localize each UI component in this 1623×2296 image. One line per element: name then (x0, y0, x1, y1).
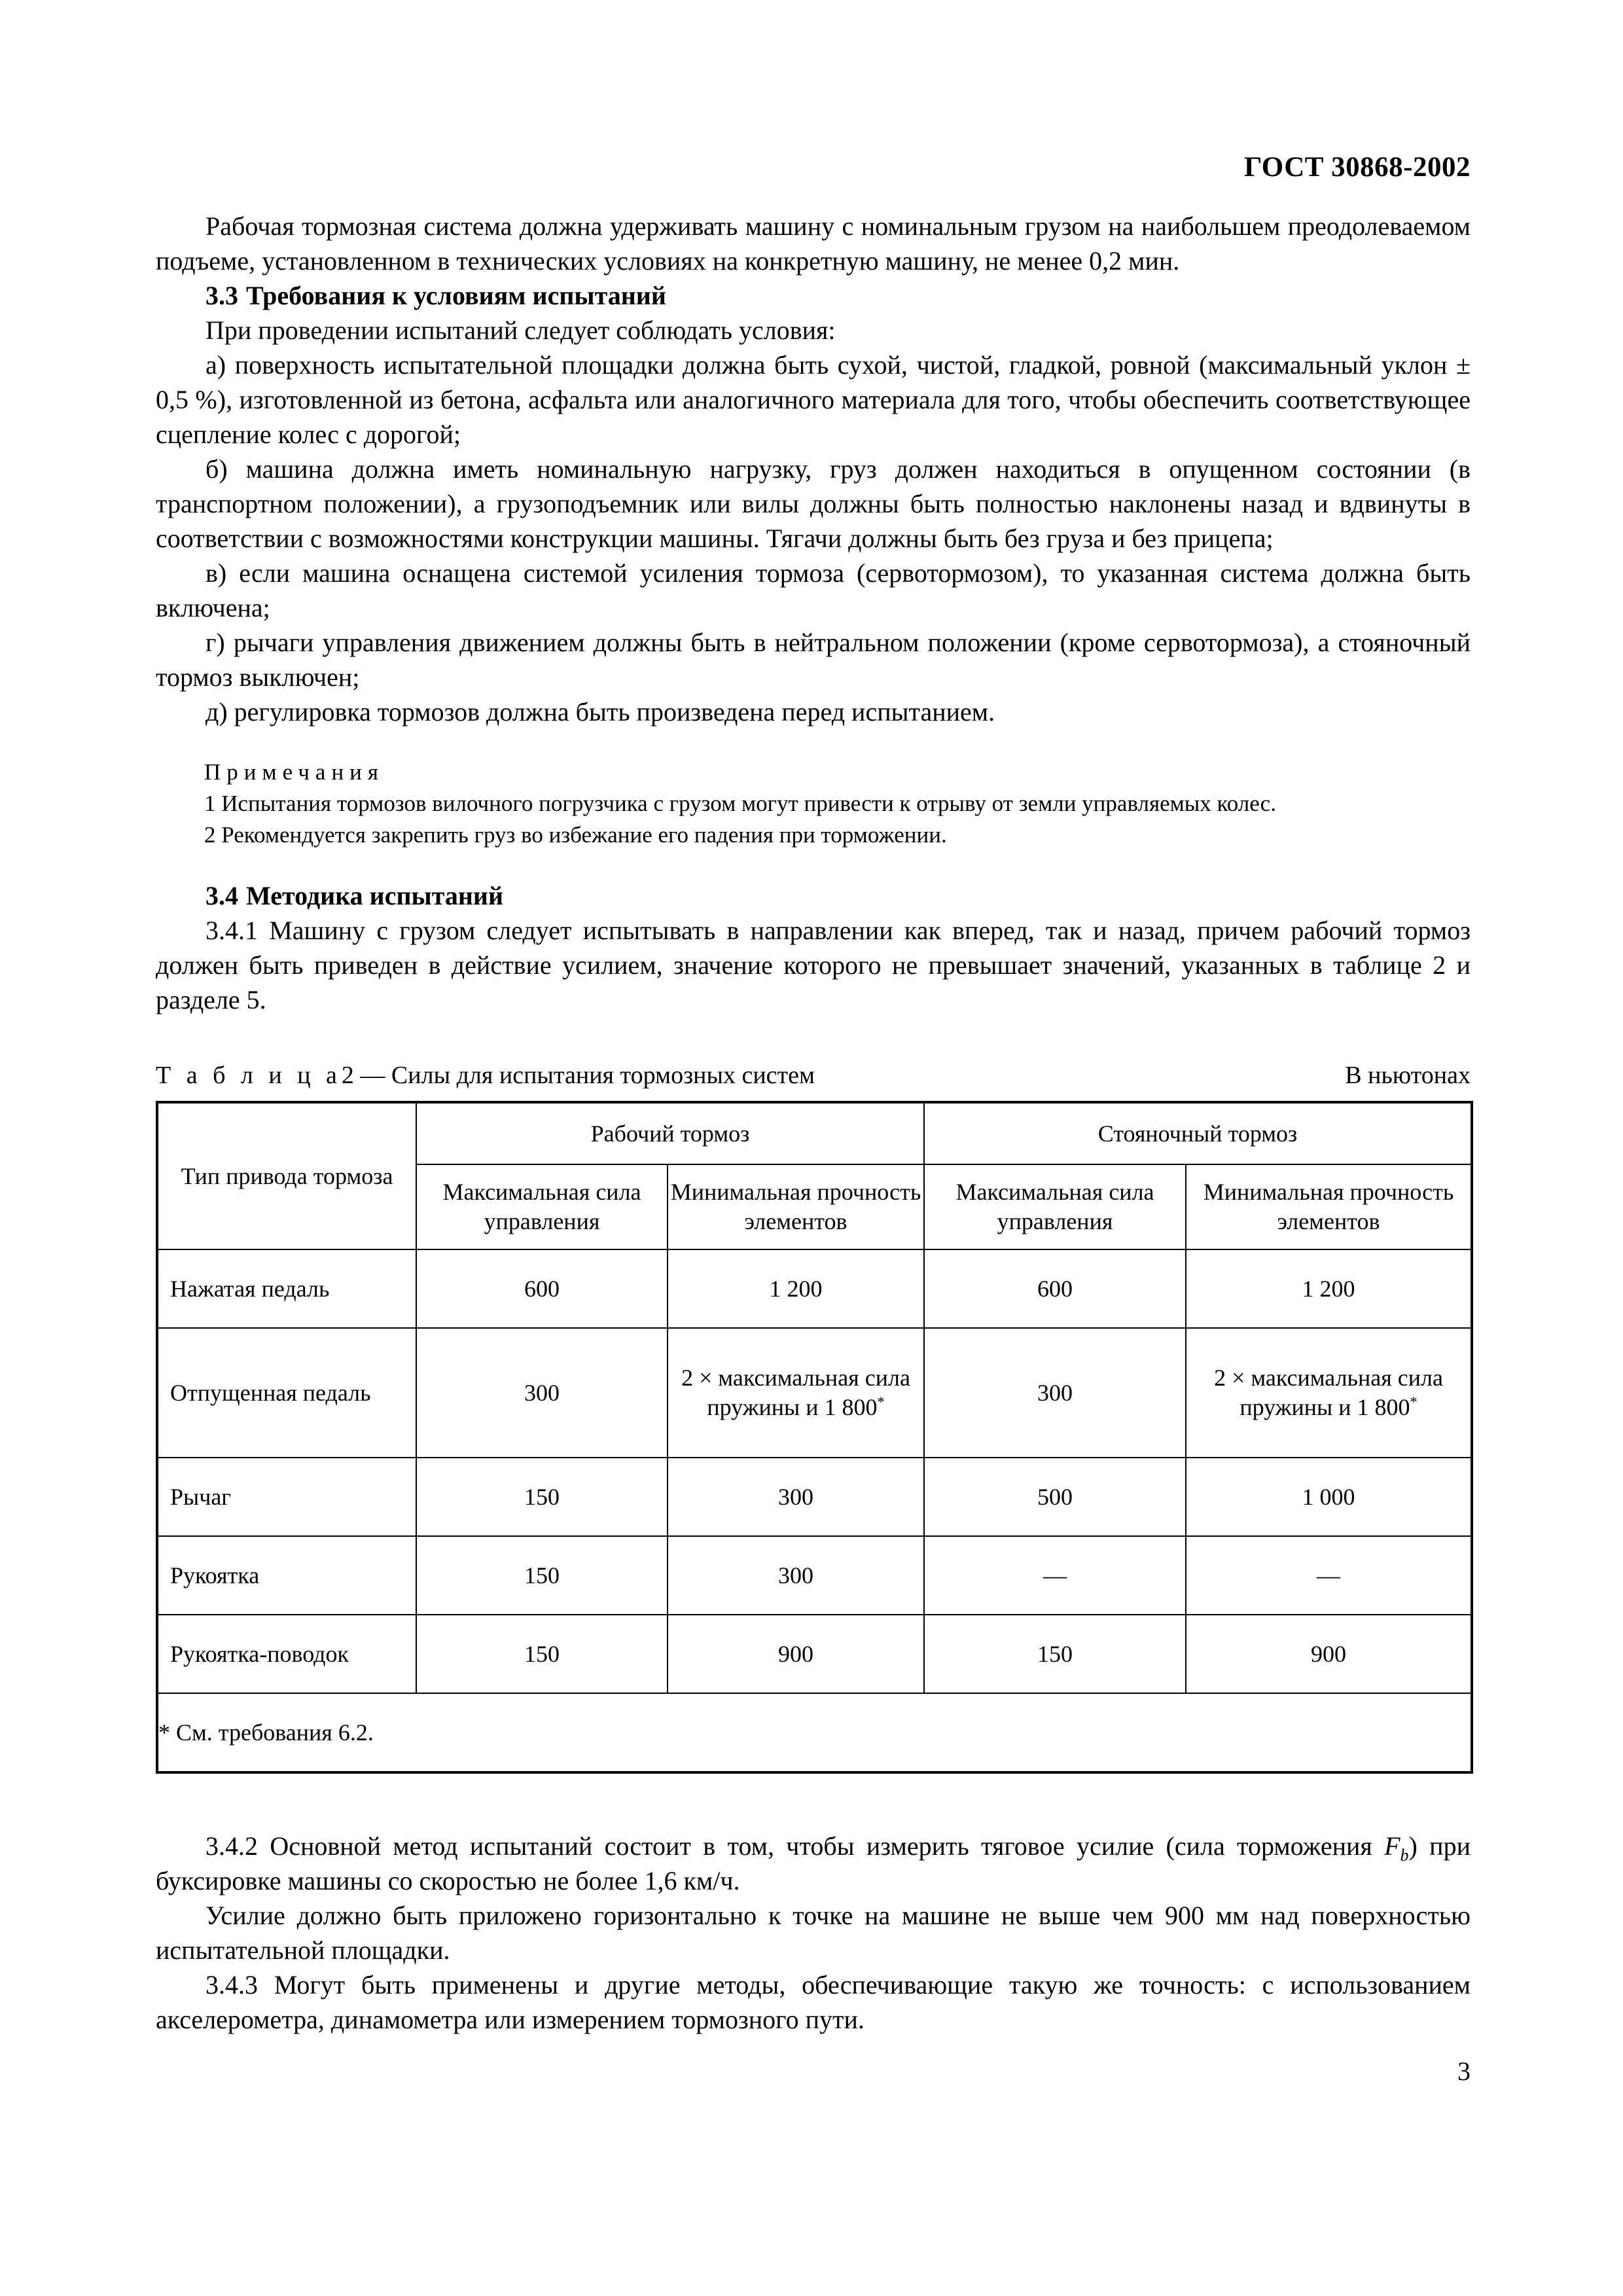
paragraph-force-application: Усилие должно быть приложено горизонтально к точке на машине не выше чем 900 мм над поверхностью испытательной площадки. (156, 1901, 1471, 1965)
row-label-handle: Рукоятка (157, 1536, 416, 1615)
table-row (157, 1328, 1472, 1458)
standard-number-header: ГОСТ 30868-2002 (1243, 152, 1471, 183)
header-group-service-brake: Рабочий тормоз (416, 1102, 924, 1164)
spacer-after-table (156, 1774, 1471, 1812)
force-symbol-subscript: b (1400, 1846, 1409, 1865)
cell-service-min (668, 1328, 924, 1458)
header-row-head: Тип привода тормоза (157, 1102, 416, 1249)
table-units-note: В ньютонах (1345, 1062, 1471, 1090)
cell-parking-min: 900 (1186, 1615, 1472, 1693)
spacer-after-table-2 (156, 1812, 1471, 1829)
cell-parking-min: — (1186, 1536, 1472, 1615)
section-heading-3-3 (156, 278, 1471, 313)
cell-parking-min (1186, 1328, 1472, 1458)
clause-3-4-2-text-part1: 3.4.2 Основной метод испытаний состоит в том, чтобы измерить тяговое усилие (сила торможения (205, 1831, 1385, 1861)
cell-service-min: 300 (668, 1536, 924, 1615)
cell-service-min: 1 200 (668, 1249, 924, 1328)
header-parking-min-strength: Минимальная прочность элементов (1186, 1164, 1472, 1249)
section-number-3-4: 3.4 (205, 881, 238, 911)
cell-parking-max: — (924, 1536, 1186, 1615)
clause-3-4-2 (156, 1829, 1471, 1898)
spacer-before-table (156, 1017, 1471, 1055)
cell-service-min: 300 (668, 1458, 924, 1536)
section-heading-3-4 (156, 878, 1471, 913)
table-row (157, 1615, 1472, 1693)
cell-parking-max: 150 (924, 1615, 1186, 1693)
intro-paragraph: Рабочая тормозная система должна удерживать машину с номинальным грузом на наибольшем преодолеваемом подъеме, установленном в технических условиях на конкретную машину, не менее 0,2 мин. (156, 211, 1471, 276)
footnote-marker-asterisk: * (1410, 1393, 1418, 1410)
table-caption-label: Т а б л и ц а (156, 1062, 342, 1090)
header-group-parking-brake: Стояночный тормоз (924, 1102, 1472, 1164)
cell-service-max: 150 (416, 1458, 668, 1536)
header-service-min-strength: Минимальная прочность элементов (668, 1164, 924, 1249)
note-item-1: 1 Испытания тормозов вилочного погрузчика с грузом могут привести к отрыву от земли управляемых колес. (204, 791, 1276, 817)
cell-parking-max: 300 (924, 1328, 1186, 1458)
row-label-handle-tiller: Рукоятка-поводок (157, 1615, 416, 1693)
cell-parking-min: 1 200 (1186, 1249, 1472, 1328)
section-title-3-3: Требования к условиям испытаний (246, 281, 666, 311)
header-service-max-force: Максимальная сила управления (416, 1164, 668, 1249)
table-caption-text: Силы для испытания тормозных систем (391, 1062, 815, 1090)
table-2-brake-forces (156, 1101, 1473, 1774)
table-body (157, 1249, 1472, 1772)
condition-item-v: в) если машина оснащена системой усиления тормоза (сервотормозом), то указанная система должна быть включена; (156, 558, 1471, 623)
section-3-3-lead-in: При проведении испытаний следует соблюдать условия: (205, 315, 836, 346)
spacer-before-notes (156, 729, 1471, 757)
page-content (156, 0, 1471, 2037)
row-label-lever: Рычаг (157, 1458, 416, 1536)
table-head (157, 1102, 1472, 1249)
cell-service-min: 900 (668, 1615, 924, 1693)
clause-3-4-3: 3.4.3 Могут быть применены и другие методы, обеспечивающие такую же точность: с использованием акселерометра, динамометра или измерением тормозного пути. (156, 1970, 1471, 2035)
page-number: 3 (1457, 2056, 1471, 2086)
table-row (157, 1536, 1472, 1615)
clause-3-4-1: 3.4.1 Машину с грузом следует испытывать в направлении как вперед, так и назад, причем рабочий тормоз должен быть приведен в действие усилием, значение которого не превышает значений, указанных в таблице 2 и разделе 5. (156, 916, 1471, 1015)
condition-item-d: д) регулировка тормозов должна быть произведена перед испытанием. (205, 697, 995, 727)
section-title-3-4: Методика испытаний (246, 881, 504, 911)
table-caption-row (156, 1059, 1471, 1092)
header-parking-max-force: Максимальная сила управления (924, 1164, 1186, 1249)
cell-service-min-text: 2 × максимальная сила пружины и 1 800 (681, 1365, 910, 1421)
table-footnote-row (157, 1693, 1472, 1772)
cell-service-max: 300 (416, 1328, 668, 1458)
spacer-before-3-4 (156, 851, 1471, 878)
table-caption-number: 2 (341, 1062, 354, 1090)
row-label-pressed-pedal: Нажатая педаль (157, 1249, 416, 1328)
cell-service-max: 600 (416, 1249, 668, 1328)
cell-service-max: 150 (416, 1536, 668, 1615)
cell-parking-max: 600 (924, 1249, 1186, 1328)
table-row (157, 1458, 1472, 1536)
section-number-3-3: 3.3 (205, 281, 238, 311)
table-row (157, 1249, 1472, 1328)
table-footnote: * См. требования 6.2. (157, 1693, 1472, 1772)
cell-parking-min-text: 2 × максимальная сила пружины и 1 800 (1214, 1365, 1443, 1421)
cell-parking-min: 1 000 (1186, 1458, 1472, 1536)
body-text (156, 209, 1471, 2037)
cell-parking-max: 500 (924, 1458, 1186, 1536)
table-header-row-groups (157, 1102, 1472, 1164)
clause-3-4-2-text-part2: ) при буксировке машины со скоростью не более 1,6 км/ч. (156, 1831, 1471, 1896)
notes-block (156, 757, 1471, 851)
table-caption-dash: — (360, 1062, 385, 1090)
force-symbol: F (1384, 1831, 1400, 1861)
cell-service-max: 150 (416, 1615, 668, 1693)
row-label-released-pedal: Отпущенная педаль (157, 1328, 416, 1458)
condition-item-b: б) машина должна иметь номинальную нагрузку, груз должен находиться в опущенном состоянии (в транспортном положении), а грузоподъемник или вилы должны быть полностью наклонены назад и вдвинуты в соответствии с возможностями конструкции машины. Тягачи должны быть без груза и без прицепа; (156, 454, 1471, 554)
condition-item-g: г) рычаги управления движением должны быть в нейтральном положении (кроме сервотормоза), а стояночный тормоз выключен; (156, 628, 1471, 692)
notes-title: Примечания (204, 759, 385, 785)
footnote-marker-asterisk: * (877, 1393, 885, 1410)
condition-item-a: а) поверхность испытательной площадки должна быть сухой, чистой, гладкой, ровной (максимальный уклон ± 0,5 %), изготовленной из бетона, асфальта или аналогичного материала для того, чтобы обеспечить соответствующее сцепление колес с дорогой; (156, 350, 1471, 450)
note-item-2: 2 Рекомендуется закрепить груз во избежание его падения при торможении. (204, 822, 947, 848)
table-caption (156, 1059, 815, 1092)
